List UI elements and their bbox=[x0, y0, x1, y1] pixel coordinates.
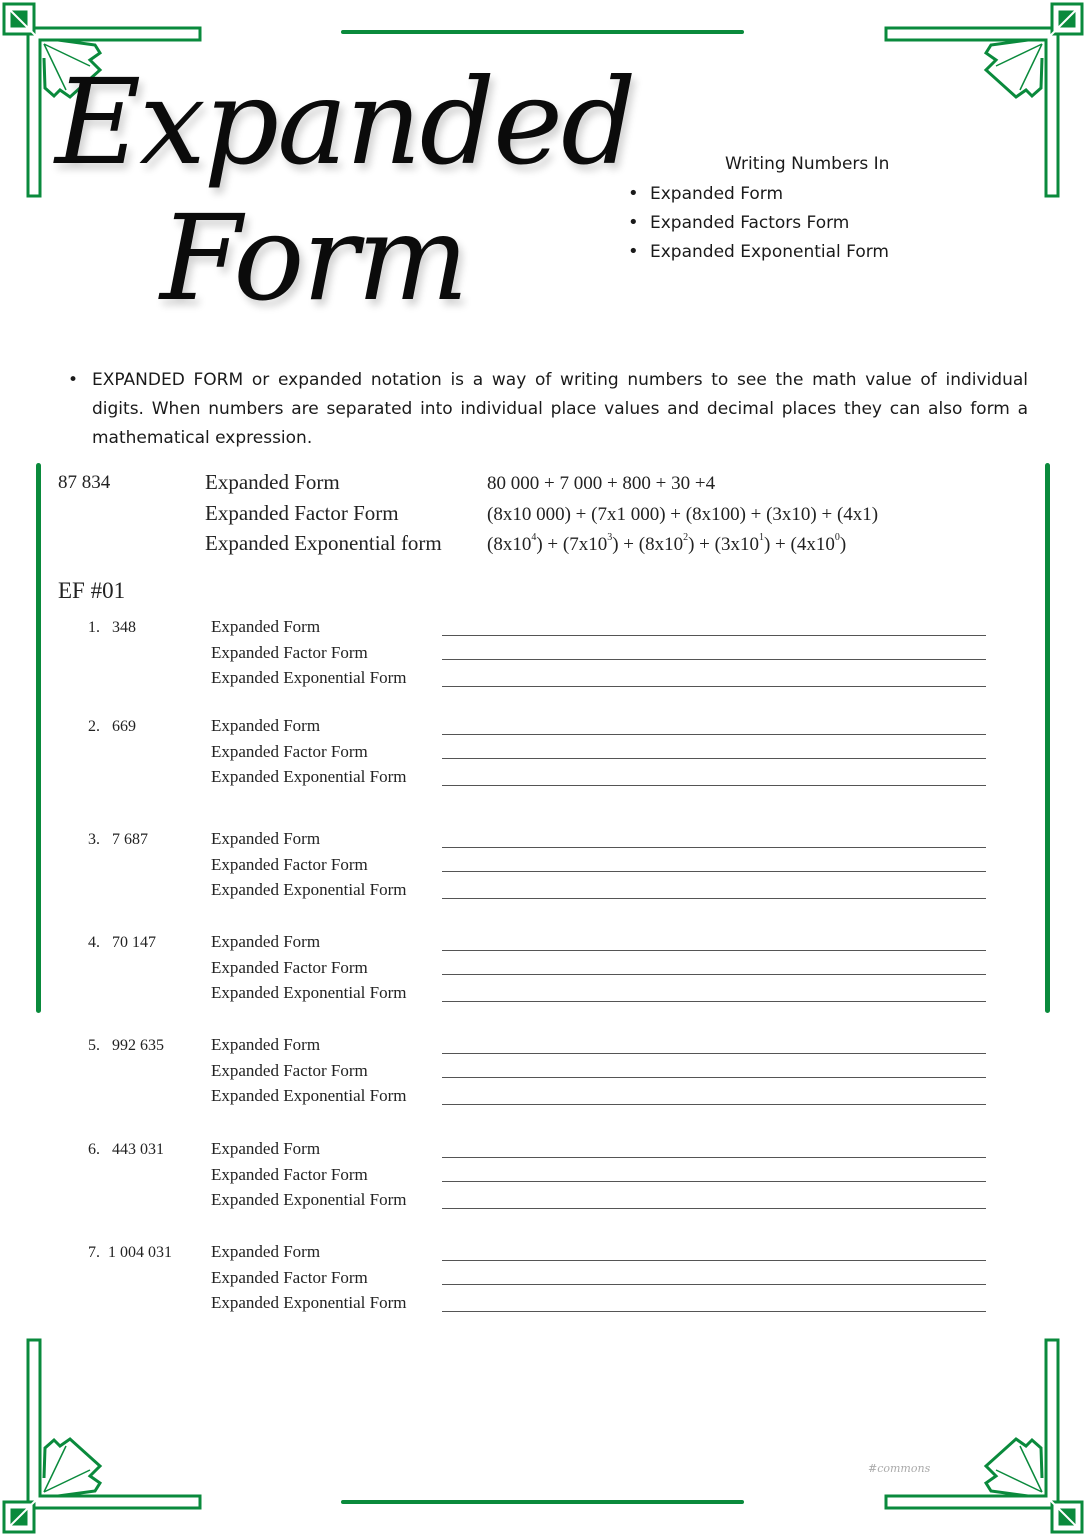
question-label: Expanded Form bbox=[211, 1242, 321, 1261]
question-label: Expanded Exponential Form bbox=[211, 767, 407, 786]
expr-part: (8x10 bbox=[638, 534, 684, 555]
answer-line[interactable] bbox=[442, 1104, 986, 1105]
question-value: 70 147 bbox=[112, 934, 156, 951]
subtitle-item: • Expanded Exponential Form bbox=[628, 240, 889, 269]
answer-line[interactable] bbox=[442, 847, 986, 848]
question-label: Expanded Form bbox=[211, 617, 321, 636]
answer-line[interactable] bbox=[442, 635, 986, 636]
question-label: Expanded Factor Form bbox=[211, 1267, 368, 1287]
question-label: Expanded Exponential Form bbox=[211, 668, 407, 687]
intro-paragraph: • EXPANDED FORM or expanded notation is a way of writing numbers to see the math value of individual digits. When numbers are separated into individual place values and decimal places they can also form a mathematical expression. bbox=[66, 366, 1028, 453]
question-label: Expanded Form bbox=[211, 932, 321, 951]
expr-part: ) + bbox=[688, 534, 715, 555]
answer-line[interactable] bbox=[442, 686, 986, 687]
question-label: Expanded Exponential Form bbox=[211, 1190, 407, 1209]
subtitle-list bbox=[628, 182, 889, 269]
question-number: 2. bbox=[88, 718, 100, 735]
signature: #commons bbox=[868, 1462, 931, 1475]
question-number: 4. bbox=[88, 934, 100, 951]
answer-line[interactable] bbox=[442, 1077, 986, 1078]
question-label: Expanded Factor Form bbox=[211, 1164, 368, 1184]
question-label: Expanded Factor Form bbox=[211, 854, 368, 874]
question-label: Expanded Exponential Form bbox=[211, 1086, 407, 1105]
question-number: 6. bbox=[88, 1141, 100, 1158]
question-label: Expanded Factor Form bbox=[211, 741, 368, 761]
answer-line[interactable] bbox=[442, 974, 986, 975]
expr-part: ) bbox=[839, 534, 847, 555]
question-label: Expanded Form bbox=[211, 716, 321, 735]
question-label: Expanded Exponential Form bbox=[211, 880, 407, 899]
expr-part: (3x10 bbox=[714, 534, 759, 555]
subtitle-item: • Expanded Factors Form bbox=[628, 211, 889, 240]
expr-part: (8x10 bbox=[487, 534, 532, 555]
answer-line[interactable] bbox=[442, 1260, 986, 1261]
answer-line[interactable] bbox=[442, 734, 986, 735]
expr-part: ) + bbox=[612, 534, 639, 555]
page-title-line2: Form bbox=[160, 189, 467, 327]
question-label: Expanded Exponential Form bbox=[211, 983, 407, 1002]
answer-line[interactable] bbox=[442, 871, 986, 872]
expr-part: ) + bbox=[536, 534, 563, 555]
question-label: Expanded Factor Form bbox=[211, 1060, 368, 1080]
corner-ornament-bottom-right-icon bbox=[876, 1326, 1086, 1536]
question-number: 5. bbox=[88, 1037, 100, 1054]
question-label: Expanded Factor Form bbox=[211, 957, 368, 977]
answer-line[interactable] bbox=[442, 1208, 986, 1209]
question-label: Expanded Form bbox=[211, 829, 321, 848]
exponent: 3 bbox=[607, 532, 613, 543]
expr-part: (4x10 bbox=[790, 534, 835, 555]
exponent: 4 bbox=[531, 532, 537, 543]
example-label-factor: Expanded Factor Form bbox=[205, 501, 399, 525]
corner-ornament-top-right-icon bbox=[876, 0, 1086, 210]
question-label: Expanded Form bbox=[211, 1035, 321, 1054]
expr-part: (7x10 bbox=[562, 534, 608, 555]
answer-line[interactable] bbox=[442, 950, 986, 951]
question-value: 348 bbox=[112, 619, 136, 636]
left-side-bar bbox=[36, 463, 41, 1013]
answer-line[interactable] bbox=[442, 785, 986, 786]
right-side-bar bbox=[1045, 463, 1050, 1013]
question-label: Expanded Form bbox=[211, 1139, 321, 1158]
answer-line[interactable] bbox=[442, 659, 986, 660]
example-value-exponential bbox=[487, 534, 846, 556]
page-title-line1: Expanded bbox=[55, 53, 635, 191]
answer-line[interactable] bbox=[442, 758, 986, 759]
question-number: 3. bbox=[88, 831, 100, 848]
question-label: Expanded Factor Form bbox=[211, 642, 368, 662]
question-value: 992 635 bbox=[112, 1037, 164, 1054]
example-value-factor: (8x10 000) + (7x1 000) + (8x100) + (3x10) + (4x1) bbox=[487, 504, 879, 525]
question-value: 1 004 031 bbox=[108, 1244, 172, 1261]
example-label-exponential: Expanded Exponential form bbox=[205, 531, 442, 555]
exponent: 0 bbox=[834, 532, 840, 543]
example-value-expanded: 80 000 + 7 000 + 800 + 30 +4 bbox=[487, 473, 716, 494]
answer-line[interactable] bbox=[442, 1157, 986, 1158]
top-divider bbox=[341, 30, 744, 34]
subtitle-item: • Expanded Form bbox=[628, 182, 889, 211]
question-value: 669 bbox=[112, 718, 136, 735]
example-number: 87 834 bbox=[58, 472, 111, 493]
answer-line[interactable] bbox=[442, 1284, 986, 1285]
question-number: 7. bbox=[88, 1244, 100, 1261]
question-number: 1. bbox=[88, 619, 100, 636]
corner-ornament-bottom-left-icon bbox=[0, 1326, 210, 1536]
subtitle-heading: Writing Numbers In bbox=[725, 154, 890, 174]
exponent: 1 bbox=[758, 532, 764, 543]
answer-line[interactable] bbox=[442, 1001, 986, 1002]
answer-line[interactable] bbox=[442, 1181, 986, 1182]
answer-line[interactable] bbox=[442, 1311, 986, 1312]
answer-line[interactable] bbox=[442, 1053, 986, 1054]
example-label-expanded: Expanded Form bbox=[205, 470, 340, 494]
exercise-title: EF #01 bbox=[58, 578, 126, 603]
exponent: 2 bbox=[683, 532, 689, 543]
question-label: Expanded Exponential Form bbox=[211, 1293, 407, 1312]
question-value: 443 031 bbox=[112, 1141, 164, 1158]
question-value: 7 687 bbox=[112, 831, 148, 848]
answer-line[interactable] bbox=[442, 898, 986, 899]
bottom-divider bbox=[341, 1500, 744, 1504]
expr-part: ) + bbox=[763, 534, 791, 555]
